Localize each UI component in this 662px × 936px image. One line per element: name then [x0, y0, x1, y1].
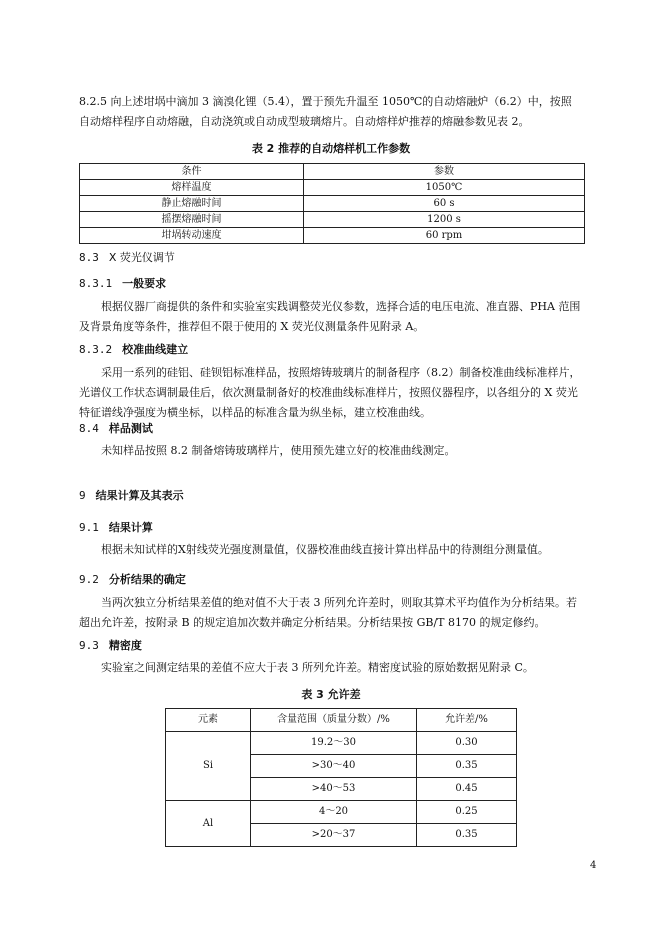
paragraph-line: 超出允许差，按附录 B 的规定追加次数并确定分析结果。分析结果按 GB/T 8170 的规定修约。	[79, 616, 546, 629]
table-row	[80, 228, 585, 244]
section-title: 校准曲线建立	[122, 343, 189, 356]
section-number: 8.3	[79, 251, 99, 264]
section-title: X 荧光仪调节	[108, 251, 175, 264]
table-cell: 4～20	[251, 801, 417, 824]
element-cell: Si	[166, 732, 251, 801]
sec-8-4-heading	[79, 420, 153, 436]
section-title: 一般要求	[122, 277, 167, 290]
table-header-row	[166, 709, 517, 732]
table-cell: >30～40	[251, 755, 417, 778]
table-header-cell: 参数	[304, 164, 585, 180]
sec-8-3-2-paragraph	[79, 363, 585, 423]
element-cell: Al	[166, 801, 251, 847]
sec-8-4-paragraph	[79, 441, 585, 461]
section-number: 9	[79, 489, 86, 502]
table2-caption: 表 2 推荐的自动熔样机工作参数	[251, 142, 411, 155]
sec-8-3-heading	[79, 249, 175, 265]
section-number: 9.3	[79, 639, 99, 652]
table-cell: 0.30	[417, 732, 517, 755]
section-title: 结果计算	[108, 521, 153, 534]
table-row	[80, 180, 585, 196]
table-cell: 0.35	[417, 824, 517, 847]
table-cell: >20～37	[251, 824, 417, 847]
table3-caption: 表 3 允许差	[301, 688, 361, 701]
table-cell: 静止熔融时间	[80, 196, 304, 212]
paragraph-line: 当两次独立分析结果差值的绝对值不大于表 3 所列允许差时，则取其算术平均值作为分析结果。若	[101, 596, 577, 609]
paragraph-line: 实验室之间测定结果的差值不应大于表 3 所列允许差。精密度试验的原始数据见附录 C。	[101, 661, 534, 674]
section-title: 结果计算及其表示	[95, 489, 184, 502]
paragraph-line: 未知样品按照 8.2 制备熔铸玻璃样片，使用预先建立好的校准曲线测定。	[101, 444, 456, 457]
table2	[79, 163, 585, 244]
table-cell: 60 s	[304, 196, 585, 212]
table-row	[80, 196, 585, 212]
sec-8-2-5-paragraph	[79, 92, 585, 132]
sec-9-1-heading	[79, 519, 153, 535]
table-cell: 1050℃	[304, 180, 585, 196]
sec-8-3-1-heading	[79, 275, 166, 291]
table-cell: 0.25	[417, 801, 517, 824]
paragraph-line: 光谱仪工作状态调制最佳后，依次测量制备好的校准曲线标准样片，按照仪器程序，以各组分的 X 荧光	[79, 386, 578, 399]
table-cell: >40～53	[251, 778, 417, 801]
sec-9-2-paragraph	[79, 593, 585, 633]
sec-9-1-paragraph	[79, 540, 585, 560]
paragraph-line: 及背景角度等条件，推荐但不限于使用的 X 荧光仪测量条件见附录 A。	[79, 320, 425, 333]
table-cell: 60 rpm	[304, 228, 585, 244]
paragraph-line: 根据未知试样的X射线荧光强度测量值，仪器校准曲线直接计算出样品中的待测组分测量值。	[101, 543, 549, 556]
section-title: 分析结果的确定	[108, 573, 186, 586]
section-number: 8.4	[79, 422, 99, 435]
section-title: 精密度	[108, 639, 142, 652]
table-cell: 1200 s	[304, 212, 585, 228]
table-header-cell: 含量范围（质量分数）/%	[251, 709, 417, 732]
table-cell: 0.35	[417, 755, 517, 778]
table-header-row	[80, 164, 585, 180]
table-row	[166, 801, 517, 824]
table3	[165, 708, 517, 847]
table-header-cell: 元素	[166, 709, 251, 732]
section-number: 9.1	[79, 521, 99, 534]
sec-8-2-5-line: 自动熔样程序自动熔融，自动浇筑或自动成型玻璃熔片。自动熔样炉推荐的熔融参数见表 2。	[79, 115, 530, 128]
page-number: 4	[590, 860, 597, 871]
table-cell: 坩埚转动速度	[80, 228, 304, 244]
section-number: 8.3.1	[79, 277, 113, 290]
paragraph-line: 根据仪器厂商提供的条件和实验室实践调整荧光仪参数，选择合适的电压电流、准直器、PHA 范围	[101, 300, 581, 313]
sec-8-3-1-paragraph	[79, 297, 585, 337]
table-header-cell: 允许差/%	[417, 709, 517, 732]
section-number: 8.3.2	[79, 343, 113, 356]
table-row	[80, 212, 585, 228]
table-cell: 熔样温度	[80, 180, 304, 196]
section-number: 9.2	[79, 573, 99, 586]
table-cell: 摇摆熔融时间	[80, 212, 304, 228]
table-header-cell: 条件	[80, 164, 304, 180]
sec-9-heading	[79, 487, 184, 503]
sec-9-2-heading	[79, 571, 186, 587]
table-row	[166, 732, 517, 755]
section-title: 样品测试	[108, 422, 153, 435]
paragraph-line: 采用一系列的硅铝、硅钡铝标准样品，按照熔铸玻璃片的制备程序（8.2）制备校准曲线标准样片，	[101, 366, 581, 379]
table-cell: 19.2～30	[251, 732, 417, 755]
sec-9-3-heading	[79, 637, 142, 653]
sec-8-2-5-line: 8.2.5 向上述坩埚中滴加 3 滴溴化锂（5.4），置于预先升温至 1050℃的自动熔融炉（6.2）中，按照	[79, 95, 572, 108]
sec-9-3-paragraph	[79, 658, 585, 678]
sec-8-3-2-heading	[79, 341, 188, 357]
paragraph-line: 特征谱线净强度为横坐标，以样品的标准含量为纵坐标，建立校准曲线。	[79, 406, 431, 419]
table-cell: 0.45	[417, 778, 517, 801]
